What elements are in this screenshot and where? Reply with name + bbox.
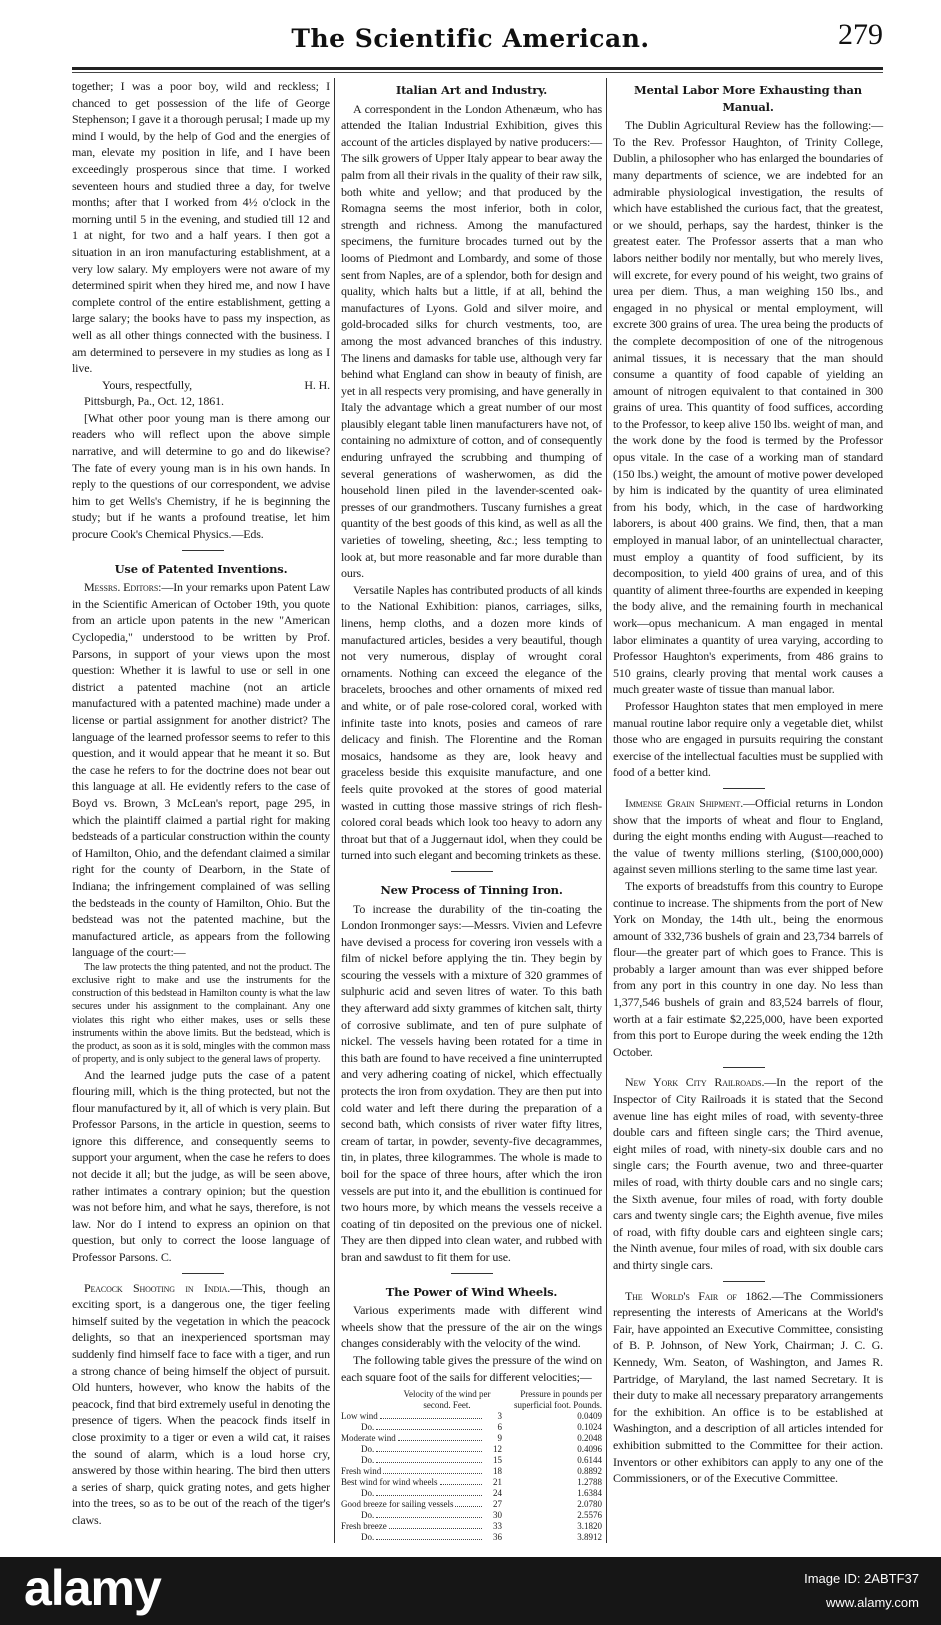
signature-initials: H. H. — [304, 377, 330, 392]
dot-leader — [376, 1429, 482, 1430]
table-row — [341, 1411, 602, 1422]
wind-velocity: 21 — [493, 1477, 502, 1488]
paragraph — [613, 1074, 883, 1273]
wind-velocity: 36 — [493, 1532, 502, 1543]
section-separator — [72, 543, 330, 557]
alamy-logo: alamy — [24, 1560, 161, 1617]
table-row — [341, 1422, 602, 1433]
wind-label: Do. — [361, 1488, 375, 1499]
paragraph — [613, 1288, 883, 1487]
wind-pressure: 0.6144 — [577, 1455, 602, 1466]
table-row — [341, 1477, 602, 1488]
signature-line — [72, 377, 330, 394]
article-heading: The Power of Wind Wheels. — [385, 1284, 558, 1299]
wind-pressure-table — [341, 1389, 602, 1543]
wind-velocity: 15 — [493, 1455, 502, 1466]
dot-leader — [376, 1462, 482, 1463]
paragraph-text: —In the report of the Inspector of City Railroads it is stated that the Second avenue line has eight miles of road, with seventy-three double cars and fifteen single cars; the Third avenue, eight miles of road, with ninety-six double cars and no single cars; the Fourth avenue, two and three-quarter miles of road, with thirty double cars and no single cars; the Sixth avenue, four miles of road, with forty double cars and twenty single cars; the Eighth avenue, five miles of road, with fifty double cars and eighteen single cars; the Ninth avenue, four miles of road, with six double cars and thirty single cars. — [613, 1075, 883, 1272]
wind-velocity: 3 — [497, 1411, 502, 1422]
article-heading: New Process of Tinning Iron. — [380, 882, 563, 897]
wind-label: Moderate wind — [341, 1433, 396, 1444]
paragraph-text: Professor Haughton states that men employed in mere manual routine labor require only a vegetable diet, whilst those who are engaged in pursuits requiring the constant exercise of the intellectual faculties must be supplied with food of a better kind. — [613, 698, 883, 780]
court-quotation: The law protects the thing patented, and not the product. The exclusive right to make and use the instruments for the construction of this bedstead in Hamilton county is what the law secures under his assignment to the complainant. Any one violates this right who either makes, uses or sells these instruments within the above limits. But the bedstead, which is the product, as soon as it is sold, mingles with the common mass of property, and is only subject to the general laws of property. — [72, 961, 330, 1066]
table-header: Velocity of the wind per second. Feet. — [403, 1389, 491, 1411]
wind-velocity: 33 — [493, 1521, 502, 1532]
paragraph — [341, 901, 602, 1266]
column-3 — [606, 78, 883, 1543]
section-separator — [341, 1266, 602, 1280]
article-heading: Mental Labor More Exhausting than Manual. — [634, 83, 862, 114]
paragraph-text: The following table gives the pressure of the wind on each square foot of the sails for different velocities;— — [341, 1352, 602, 1384]
paragraph — [341, 101, 602, 582]
paragraph-text: Versatile Naples has contributed products of all kinds to the National Exhibition: pianos, carriages, silks, linens, hemp cloths, and a dozen more kinds of manufactured articles, besides a very beautiful, though not very numerous, display of wrought coral ornaments. Nothing can exceed the elegance of the bracelets, brooches and other ornaments of mixed red and white, or of pale rose-colored coral, worked with infinite taste into knots, posies and cameos of rare delicacy and finish. The Florentine and the Roman mosaics, handsome as they are, look heavy and graceless beside this exquisite manufacture, and one feels quite provoked at the stores of good material wasted in cutting those massive strings of rich flesh-colored coral beads which look too heavy to adorn any throat but that of a Juggernaut idol, when they could be turned into such elegant and becoming trinkets as these. — [341, 582, 602, 863]
paragraph — [72, 579, 330, 961]
dot-leader — [376, 1517, 482, 1518]
wind-label: Good breeze for sailing vessels — [341, 1499, 454, 1510]
paragraph-lead: New York City Railroads. — [625, 1075, 765, 1090]
dot-leader — [455, 1506, 482, 1507]
wind-pressure: 1.6384 — [577, 1488, 602, 1499]
paragraph-text: —In your remarks upon Patent Law in the Scientific American of October 19th, you quote from an article upon patents in the new "American Cyclopedia," understood to be written by Prof. Parsons, in support of your views upon the most question: Whether it is lawful to use or sell in one district a patented machine (not an article manufactured with a patented machine) made under a license or partial assignment for another district? The language of the learned professor seems to refer to this question, and it would appear that he meant it so. But the case he refers to for the doctrine does not bear out this language at all. He evidently refers to the case of Boyd vs. Brown, 3 McLean's report, page 295, in which the plaintiff claimed a partial right for making bedsteads of a particular construction within the county of Hamilton, Ohio, and the defendant claimed a similar right for the county of Dearborn, in the State of Indiana; the infringement complained of was selling the bedsteads in the county of Hamilton, Ohio. But the bedstead was not the patented machine, but the manufactured article, as appears from the following language of the court:— — [72, 580, 330, 960]
article-heading: Italian Art and Industry. — [395, 83, 548, 97]
table-row — [341, 1510, 602, 1521]
table-row — [341, 1499, 602, 1510]
wind-pressure: 0.1024 — [577, 1422, 602, 1433]
table-row — [341, 1466, 602, 1477]
wind-pressure: 0.8892 — [577, 1466, 602, 1477]
wind-label: Fresh wind — [341, 1466, 382, 1477]
paragraph-lead: The World's Fair of 1862. — [625, 1288, 772, 1303]
dot-leader — [398, 1440, 482, 1441]
dot-leader — [376, 1539, 482, 1540]
column-2 — [334, 78, 606, 1543]
table-header-row — [341, 1389, 602, 1411]
paragraph-text: —This, though an exciting sport, is a dangerous one, the tiger feeling himself suited by the vegetation in which the peacock delights, so that an inexperienced sportsman may suddenly find himself face to face with a tiger, and run a strong chance of being himself the object of pursuit. Old hunters, however, who know the habits of the peacock, find that bird extremely useful in denoting the presence of tigers. When the peacock finds itself in close proximity to a tiger or even a wild cat, it raises the sound of alarm, which is a loud horse cry, answered by those within hearing. The bird then utters a series of sharp, quick grating notes, and gets higher into the trees, so as to be out of the reach of the tiger's claws. — [72, 1280, 330, 1527]
dot-leader — [376, 1451, 482, 1452]
paragraph-text: The exports of breadstuffs from this country to Europe continue to increase. The shipments from the port of New York on Monday, the 14th ult., being the enormous amount of 332,736 bushels of grain and 23,734 barrels of flour—the greater part of which goes to France. This is probably a larger amount than was ever shipped before from any port in this country in one day. No less than 1,377,546 bushels of grain and 83,524 barrels of flour, worth at a fair estimate $2,225,000, have been exported from this port to Europe during the week ending the 12th October. — [613, 878, 883, 1059]
paragraph — [72, 78, 330, 377]
wind-velocity: 30 — [493, 1510, 502, 1521]
table-row — [341, 1455, 602, 1466]
image-id: Image ID: 2ABTF37 — [804, 1571, 919, 1587]
article-heading: Use of Patented Inventions. — [114, 561, 288, 576]
wind-label: Do. — [361, 1422, 375, 1433]
wind-label: Do. — [361, 1444, 375, 1455]
table-row — [341, 1521, 602, 1532]
paragraph — [613, 698, 883, 781]
paragraph — [613, 117, 883, 698]
wind-label: Do. — [361, 1455, 375, 1466]
wind-velocity: 6 — [497, 1422, 502, 1433]
table-row — [341, 1488, 602, 1499]
paragraph-text: —The Commissioners representing the interests of Americans at the World's Fair, have appointed an Executive Committee, consisting of B. P. Johnson, of New York, Chairman; J. C. G. Kennedy, Wm. Seaton, of Washington, and James R. Partridge, of Maryland, the last named Secretary. It is their duty to make all necessary preparatory arrangements for the exhibition. An office is to be established at Washington, and a description of all articles intended for exhibition submitted to the Committee for their action. Inventors or other exhibitors can apply to any one of the Commissioners, or of the Executive Committee. — [613, 1288, 883, 1486]
paragraph-text: A correspondent in the London Athenæum, who has attended the Italian Industrial Exhibition, gives this account of the articles displayed by native producers:—The silk growers of Upper Italy appear to bear away the palm from all their rivals in the quality of their raw silk, both white and yellow; and that produced by the Romagna seems the most inferior, both in color, strength and richness. Among the manufactured specimens, the furniture brocades turned out by the looms of Piedmont and Lombardy, and some of those sent from Naples, are of a splendor, both for design and quality, which halts but a little, if at all, behind the manufactures of Lyons. Gold and silver moire, and gold-brocaded silks for church vestments, too, are among the most advanced branches of this industry. The linens and damasks for table use, although very far behind what England can show in beauty of finish, are yet in all respects very promising, and have generally in Italy the advantage which a great number of our most plausibly elegant table linen manufacturers have not, of containing no admixture of cotton, and of consequently enduring unfrayed the scrubbing and thumping of several generations of washerwomen, as did the household linen piled in the lavender-scented oak-presses of our grandmothers. Tuscany furnishes a great quantity of the best goods of this kind, as well as all the varieties of toweling, sheeting, &c.; less tempting to look at, but more reasonable and far more durable than ours. — [341, 101, 602, 581]
paragraph-text: Various experiments made with different wind wheels show that the pressure of the air on the wings changes considerably with the velocity of the wind. — [341, 1303, 602, 1351]
wind-label: Do. — [361, 1532, 375, 1543]
wind-velocity: 27 — [493, 1499, 502, 1510]
section-separator — [613, 1274, 883, 1288]
paragraph-lead: Immense Grain Shipment. — [625, 795, 744, 810]
paragraph-text: To increase the durability of the tin-coating the London Ironmonger says:—Messrs. Vivien and Lefevre have devised a process for covering iron vessels with a film of nickel before applying the tin. They begin by scouring the vessels with a mixture of 320 grammes of sulphuric acid and seven litres of water. To this bath they afterward add sixty grammes of kitchen salt, thirty of corrosive sublimate, and ten of pure sulphate of nickel. The vessels having been rotated for a time in this bath are found to have received a fine uninterrupted and very adhering coating of nickel, which effectually protects the iron from oxydation. They are then put into cold water and left there during the preparation of a second bath, which consists of river water fifty litres, cream of tartar, in powder, seventy-five decagrammes, tin, in plates, three kilogrammes. The whole is made to boil for the space of three hours, after which the iron vessels are put into it, and the ebullition is continued for two hours more, by which means the vessels receive a coating of tin deposited on the previous one of nickel. They are then dipped into clean water, and rubbed with bran and sawdust to fit them for use. — [341, 901, 602, 1264]
wind-label: Do. — [361, 1510, 375, 1521]
dot-leader — [383, 1473, 482, 1474]
paragraph — [341, 582, 602, 864]
paragraph — [72, 1280, 330, 1529]
paragraph-text: And the learned judge puts the case of a patent flouring mill, which is the thing protected, but not the flour manufactured by it, all of which is very plain. But Professor Parsons, in the article in question, seems to ignore this difference, and consequently seems to support your argument, when the case he refers to does not decide it all; but the judge, as will be seen above, rather intimates a contrary opinion; but the question was not before him, and what he says, therefore, is not law. Nor do I intend to express an opinion on that question, but only to correct the loose language of Professor Parsons. C. — [72, 1067, 330, 1265]
paragraph — [341, 1352, 602, 1385]
watermark-bar — [0, 1557, 941, 1625]
paragraph — [72, 410, 330, 543]
paragraph-lead: Messrs. Editors: — [84, 580, 162, 595]
paragraph-text: [What other poor young man is there among our readers who will reflect upon the above simple narrative, and will determine to go and do likewise? The fate of every young man is in his own hands. In reply to the questions of our correspondent, we advise him to get Wells's Chemistry, if he is beginning the study; but if he wants a profound treatise, let him procure Cook's Chemical Physics.—Eds. — [72, 410, 330, 542]
wind-label: Fresh breeze — [341, 1521, 387, 1532]
wind-velocity: 9 — [497, 1433, 502, 1444]
paragraph-text: Pittsburgh, Pa., Oct. 12, 1861. — [84, 394, 224, 409]
header-rule — [72, 67, 883, 70]
site-url: www.alamy.com — [826, 1595, 919, 1611]
paragraph — [341, 1302, 602, 1352]
signature-closing: Yours, respectfully, — [102, 377, 192, 392]
table-row — [341, 1532, 602, 1543]
wind-pressure: 2.0780 — [577, 1499, 602, 1510]
paragraph — [72, 1067, 330, 1266]
image-info — [804, 1567, 919, 1615]
paragraph — [613, 878, 883, 1061]
wind-pressure: 0.0409 — [577, 1411, 602, 1422]
dot-leader — [376, 1495, 482, 1496]
paragraph-lead: Peacock Shooting in India. — [84, 1280, 231, 1295]
section-separator — [613, 781, 883, 795]
page-columns — [0, 76, 941, 1557]
table-row — [341, 1444, 602, 1455]
wind-velocity: 24 — [493, 1488, 502, 1499]
masthead — [0, 0, 941, 76]
wind-pressure: 3.1820 — [577, 1521, 602, 1532]
table-header: Pressure in pounds per superficial foot. Pounds. — [514, 1389, 602, 1411]
dot-leader — [380, 1418, 482, 1419]
wind-pressure: 2.5576 — [577, 1510, 602, 1521]
section-separator — [341, 864, 602, 878]
newspaper-title: The Scientific American. — [291, 24, 650, 53]
header-rule-thin — [72, 72, 883, 73]
page-number: 279 — [838, 18, 883, 51]
wind-label: Low wind — [341, 1411, 378, 1422]
wind-velocity: 12 — [493, 1444, 502, 1455]
wind-velocity: 18 — [493, 1466, 502, 1477]
column-1 — [72, 78, 334, 1543]
paragraph-text: The Dublin Agricultural Review has the following:—To the Rev. Professor Haughton, of Trinity College, Dublin, a philosopher who has enlarged the boundaries of many departments of science, we are indebted for an admirable physiological investigation, the results of which have established the curious fact, that the greatest, or we should, perhaps, say the hardest, thinker is the greatest eater. The Professor asserts that a man who labors neither bodily nor mentally, but who merely lives, will excrete, for every pound of his weight, two grains of urea per diem. Thus, a man weighing 150 lbs., and engaged in no physical or mental employment, will excrete 300 grains of urea. The urea being the products of the complete decomposition of one of the nitrogenous animal tissues, it is necessary that the man should consume a quantity of food capable of yielding an amount of nitrogen equivalent to that contained in 300 grains of urea. This quantity of food suffices, according to the Professor, to keep alive 150 lbs. weight of man, and the work done by the food is termed by the Professor opus vitale. In the case of a working man of standard (150 lbs.) weight, the amount of motive power developed by him is indicated by the quantity of urea eliminated from his body, which, in the case of hardworking laborers, is about 400 grains. We find, then, that a man employed in manual labor, of an unintellectual character, must employ a quantity of food sufficient, by its decomposition, to yield 400 grains of urea, and of this quantity of aliment three-fourths are expended in keeping the body alive, and the remaining fourth in mechanical work—opus mechanicum. A man engaged in mental labor eliminates a quantity of urea varying, according to Professor Haughton's experiments, from 486 grains to 510 grains, clearly proving that mental work causes a much greater waste of tissue than manual labor. — [613, 118, 883, 697]
paragraph-text: —Official returns in London show that the imports of wheat and flour to England, during the eight months ending with August—reached to the value of twenty millions sterling, ($100,000,000) against seven millions sterling to the same time last year. — [613, 795, 883, 877]
wind-pressure: 1.2788 — [577, 1477, 602, 1488]
dot-leader — [389, 1528, 482, 1529]
paragraph — [613, 795, 883, 878]
paragraph — [72, 393, 330, 410]
wind-pressure: 3.8912 — [577, 1532, 602, 1543]
wind-label: Best wind for wind wheels — [341, 1477, 438, 1488]
table-row — [341, 1433, 602, 1444]
section-separator — [613, 1060, 883, 1074]
dot-leader — [440, 1484, 483, 1485]
wind-pressure: 0.2048 — [577, 1433, 602, 1444]
section-separator — [72, 1266, 330, 1280]
wind-pressure: 0.4096 — [577, 1444, 602, 1455]
paragraph-text: together; I was a poor boy, wild and reckless; I chanced to get possession of the life of George Stephenson; I gave it a thorough perusal; I made up my mind I would, by the help of God and the energies of man, elevate my position in life, and I have been exceedingly prosperous since that time. I worked seventeen hours and studied three a day, for twelve months; after that I worked from 4½ o'clock in the morning until 5 in the evening, and studied till 12 and 1 at night, for two and a half years. I then got a situation in an iron manufacturing establishment, at a very low salary. My employers were not aware of my determined spirit when they hired me, and now I have complete control of the entire establishment, getting a large salary; the books have to pass my inspection, as well as all other things connected with the business. I am determined to persevere in my studies as long as I live. — [72, 79, 330, 376]
